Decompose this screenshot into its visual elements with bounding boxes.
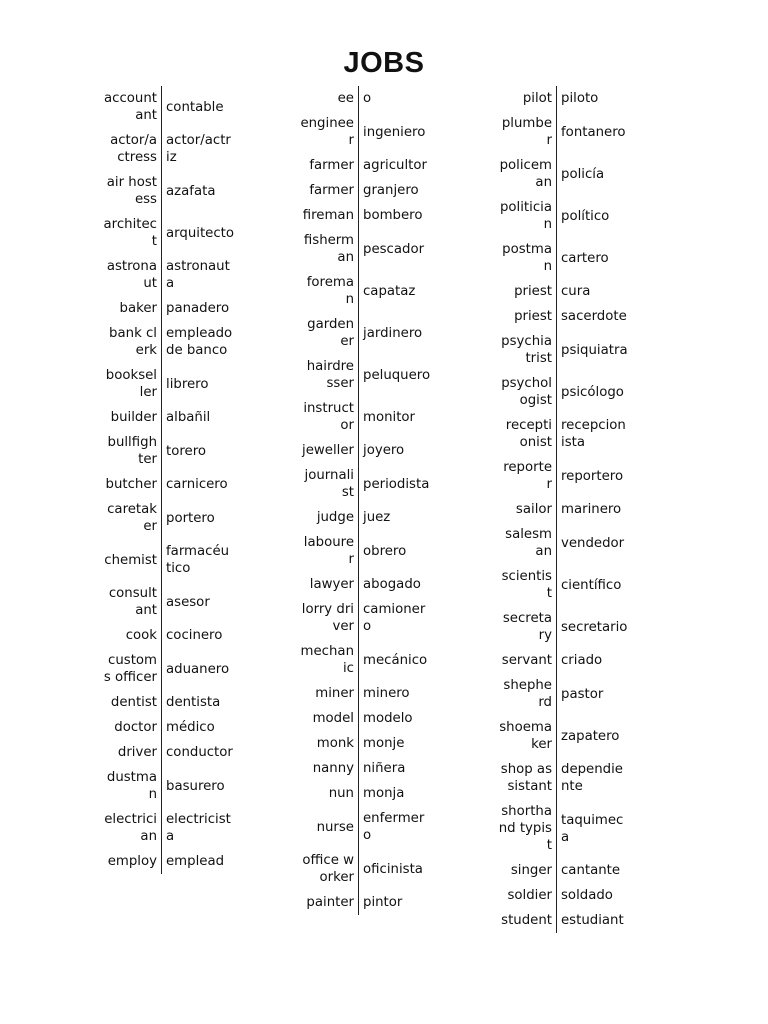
english-term: farmer bbox=[309, 158, 354, 173]
vocab-row bbox=[498, 799, 688, 858]
vocab-row bbox=[103, 212, 293, 254]
english-term: receptionist bbox=[505, 418, 552, 450]
vocab-row bbox=[103, 849, 293, 874]
spanish-term bbox=[556, 673, 629, 715]
vocab-row bbox=[498, 883, 688, 908]
vocab-row bbox=[300, 505, 490, 530]
english-term: salesman bbox=[505, 527, 552, 559]
spanish-term bbox=[358, 706, 431, 731]
spanish-term-text: taquimeca bbox=[561, 812, 624, 845]
spanish-term-text: oficinista bbox=[363, 861, 423, 877]
vocab-row bbox=[103, 430, 293, 472]
spanish-term bbox=[358, 890, 431, 915]
spanish-term-text: agricultor bbox=[363, 158, 427, 173]
english-term: servant bbox=[501, 653, 552, 668]
english-term: scientist bbox=[501, 569, 552, 601]
spanish-term-text: granjero bbox=[363, 183, 419, 198]
english-term: psychologist bbox=[501, 376, 552, 408]
english-term: postman bbox=[502, 242, 552, 274]
english-term: reporter bbox=[503, 460, 552, 492]
vocab-row bbox=[498, 237, 688, 279]
spanish-term-text: dentista bbox=[166, 695, 221, 710]
english-term: fireman bbox=[302, 208, 354, 223]
spanish-term-text: enfermero bbox=[363, 811, 425, 843]
spanish-term-text: modelo bbox=[363, 711, 413, 726]
vocab-row bbox=[498, 858, 688, 883]
spanish-term bbox=[556, 715, 629, 757]
spanish-term-text: cura bbox=[561, 284, 591, 299]
spanish-term bbox=[161, 581, 234, 623]
vocab-row bbox=[300, 639, 490, 681]
spanish-term-text: vendedor bbox=[561, 535, 625, 551]
spanish-term bbox=[358, 781, 431, 806]
spanish-term bbox=[358, 505, 431, 530]
spanish-term-text: criado bbox=[561, 653, 603, 668]
english-term: fisherman bbox=[303, 233, 354, 265]
vocab-row bbox=[300, 153, 490, 178]
english-term: nurse bbox=[316, 819, 354, 835]
spanish-term bbox=[161, 648, 234, 690]
spanish-term-text: político bbox=[561, 208, 610, 224]
spanish-term bbox=[556, 455, 629, 497]
spanish-term-text: panadero bbox=[166, 301, 230, 316]
spanish-term-text: albañil bbox=[166, 410, 211, 425]
english-term: employ bbox=[107, 854, 157, 869]
spanish-term-text: científico bbox=[561, 577, 622, 593]
vocab-row bbox=[498, 606, 688, 648]
english-term: shoemaker bbox=[499, 720, 552, 752]
english-term: actor/actress bbox=[110, 133, 157, 165]
vocab-row bbox=[498, 329, 688, 371]
spanish-term-text: juez bbox=[363, 510, 391, 525]
spanish-term bbox=[556, 371, 629, 413]
spanish-term bbox=[358, 354, 431, 396]
spanish-term bbox=[556, 858, 629, 883]
vocab-row bbox=[103, 497, 293, 539]
spanish-term bbox=[161, 849, 234, 874]
english-term: priest bbox=[514, 309, 552, 324]
spanish-term bbox=[556, 799, 629, 858]
spanish-term bbox=[161, 690, 234, 715]
spanish-term-text: bombero bbox=[363, 208, 423, 223]
english-term: consultant bbox=[108, 586, 157, 618]
vocab-row bbox=[300, 86, 490, 111]
english-term: cook bbox=[125, 628, 157, 643]
vocab-row bbox=[498, 86, 688, 111]
spanish-term-text: mecánico bbox=[363, 652, 428, 668]
spanish-term bbox=[161, 86, 234, 128]
spanish-term-text: empleado de banco bbox=[166, 326, 233, 358]
spanish-term-text: abogado bbox=[363, 577, 421, 592]
english-term: shepherd bbox=[503, 678, 552, 710]
spanish-term bbox=[556, 413, 629, 455]
vocab-row bbox=[103, 472, 293, 497]
vocab-row bbox=[103, 86, 293, 128]
english-term: instructor bbox=[303, 401, 354, 433]
vocab-row bbox=[498, 564, 688, 606]
english-term: singer bbox=[510, 863, 552, 878]
vocab-row bbox=[300, 781, 490, 806]
vocab-row bbox=[498, 757, 688, 799]
spanish-term bbox=[161, 296, 234, 321]
english-term: electrician bbox=[104, 812, 157, 844]
spanish-term bbox=[161, 740, 234, 765]
spanish-term-text: farmacéutico bbox=[166, 544, 230, 576]
vocab-row bbox=[300, 312, 490, 354]
spanish-term bbox=[161, 170, 234, 212]
english-term: shop assistant bbox=[500, 762, 552, 794]
spanish-term-text: pastor bbox=[561, 686, 604, 702]
english-term: baker bbox=[119, 301, 157, 316]
vocab-row bbox=[300, 572, 490, 597]
vocab-row bbox=[498, 111, 688, 153]
english-term: miner bbox=[315, 686, 354, 701]
english-term: dentist bbox=[110, 695, 157, 710]
english-term: butcher bbox=[105, 477, 157, 492]
spanish-term bbox=[161, 405, 234, 430]
english-term: politician bbox=[499, 200, 552, 232]
vocab-column-3 bbox=[498, 86, 688, 933]
spanish-term bbox=[556, 86, 629, 111]
spanish-term bbox=[358, 312, 431, 354]
vocab-row bbox=[498, 522, 688, 564]
spanish-term bbox=[556, 648, 629, 673]
vocab-row bbox=[300, 438, 490, 463]
spanish-term bbox=[358, 806, 431, 848]
spanish-term-text: sacerdote bbox=[561, 309, 627, 324]
vocab-row bbox=[498, 153, 688, 195]
spanish-term bbox=[161, 430, 234, 472]
spanish-term-text: capataz bbox=[363, 283, 416, 299]
spanish-term bbox=[161, 715, 234, 740]
vocab-row bbox=[300, 396, 490, 438]
spanish-term bbox=[556, 522, 629, 564]
english-term: bank clerk bbox=[109, 326, 157, 358]
spanish-term-text: monja bbox=[363, 786, 405, 801]
spanish-term bbox=[556, 883, 629, 908]
spanish-term-text: psiquiatra bbox=[561, 342, 628, 358]
vocab-row bbox=[103, 581, 293, 623]
spanish-term bbox=[358, 681, 431, 706]
english-term: mechanic bbox=[300, 644, 354, 676]
spanish-term-text: minero bbox=[363, 686, 410, 701]
vocab-row bbox=[300, 890, 490, 915]
spanish-term bbox=[161, 254, 234, 296]
spanish-term-text: niñera bbox=[363, 761, 406, 776]
vocab-row bbox=[103, 128, 293, 170]
vocab-row bbox=[300, 848, 490, 890]
spanish-term bbox=[358, 86, 431, 111]
spanish-term bbox=[358, 438, 431, 463]
english-term: lawyer bbox=[309, 577, 354, 592]
vocab-row bbox=[300, 597, 490, 639]
vocab-row bbox=[498, 413, 688, 455]
english-term: sailor bbox=[515, 502, 552, 517]
english-term: monk bbox=[316, 736, 354, 751]
english-term: painter bbox=[306, 895, 354, 910]
spanish-term-text: policía bbox=[561, 166, 605, 182]
spanish-term bbox=[556, 237, 629, 279]
vocab-row bbox=[498, 279, 688, 304]
spanish-term bbox=[556, 564, 629, 606]
english-term: model bbox=[312, 711, 354, 726]
english-term: jeweller bbox=[302, 443, 354, 458]
english-term: psychiatrist bbox=[501, 334, 552, 366]
spanish-term-text: psicólogo bbox=[561, 384, 624, 400]
vocab-row bbox=[300, 681, 490, 706]
spanish-term bbox=[358, 396, 431, 438]
english-term: judge bbox=[316, 510, 354, 525]
vocab-row bbox=[498, 648, 688, 673]
spanish-term bbox=[556, 111, 629, 153]
english-term: air hostess bbox=[106, 175, 157, 207]
english-term: journalist bbox=[304, 468, 354, 500]
spanish-term-text: librero bbox=[166, 376, 209, 392]
spanish-term bbox=[556, 606, 629, 648]
vocab-row bbox=[300, 463, 490, 505]
spanish-term-text: monitor bbox=[363, 409, 416, 425]
vocab-row bbox=[300, 178, 490, 203]
spanish-term bbox=[556, 329, 629, 371]
spanish-term bbox=[556, 279, 629, 304]
vocab-row bbox=[103, 363, 293, 405]
vocab-row bbox=[498, 195, 688, 237]
vocab-row bbox=[498, 304, 688, 329]
english-term: driver bbox=[117, 745, 157, 760]
vocab-row bbox=[103, 765, 293, 807]
english-term: architect bbox=[103, 217, 157, 249]
english-term: soldier bbox=[507, 888, 552, 903]
english-term: bookseller bbox=[105, 368, 157, 400]
spanish-term-text: periodista bbox=[363, 476, 430, 492]
spanish-term-text: estudiant bbox=[561, 913, 624, 928]
spanish-term-text: ingeniero bbox=[363, 124, 426, 140]
spanish-term bbox=[161, 623, 234, 648]
spanish-term bbox=[161, 539, 234, 581]
spanish-term bbox=[556, 757, 629, 799]
spanish-term-text: soldado bbox=[561, 888, 613, 903]
spanish-term-text: fontanero bbox=[561, 124, 626, 140]
spanish-term-text: cantante bbox=[561, 863, 621, 878]
spanish-term-text: conductor bbox=[166, 745, 233, 760]
vocab-row bbox=[103, 254, 293, 296]
vocab-row bbox=[498, 715, 688, 757]
spanish-term-text: zapatero bbox=[561, 728, 620, 744]
spanish-term-text: obrero bbox=[363, 543, 407, 559]
spanish-term-text: joyero bbox=[363, 443, 405, 458]
spanish-term-text: marinero bbox=[561, 502, 622, 517]
vocab-row bbox=[300, 530, 490, 572]
vocab-row bbox=[300, 731, 490, 756]
spanish-term bbox=[358, 111, 431, 153]
spanish-term-text: astronauta bbox=[166, 259, 230, 291]
spanish-term bbox=[358, 756, 431, 781]
vocab-row bbox=[498, 371, 688, 413]
spanish-term bbox=[161, 472, 234, 497]
spanish-term bbox=[358, 848, 431, 890]
vocab-row bbox=[103, 740, 293, 765]
spanish-term bbox=[161, 321, 234, 363]
spanish-term-text: arquitecto bbox=[166, 225, 234, 241]
spanish-term bbox=[556, 908, 629, 933]
vocab-row bbox=[300, 354, 490, 396]
spanish-term-text: monje bbox=[363, 736, 405, 751]
english-term: accountant bbox=[104, 91, 157, 123]
vocab-row bbox=[498, 673, 688, 715]
spanish-term-text: electricista bbox=[166, 812, 231, 844]
english-term: lorry driver bbox=[301, 602, 354, 634]
spanish-term-text: camionero bbox=[363, 602, 426, 634]
vocab-row bbox=[103, 690, 293, 715]
vocab-row bbox=[103, 539, 293, 581]
english-term: gardener bbox=[307, 317, 354, 349]
spanish-term-text: peluquero bbox=[363, 367, 431, 383]
spanish-term bbox=[161, 497, 234, 539]
spanish-term-text: carnicero bbox=[166, 477, 228, 492]
spanish-term-text: piloto bbox=[561, 91, 599, 106]
english-term: chemist bbox=[104, 552, 157, 568]
english-term: shorthand typist bbox=[498, 804, 552, 853]
english-term: engineer bbox=[300, 116, 354, 148]
spanish-term bbox=[358, 153, 431, 178]
vocab-column-2 bbox=[300, 86, 490, 915]
spanish-term bbox=[161, 212, 234, 254]
vocab-row bbox=[498, 908, 688, 933]
vocab-row bbox=[103, 623, 293, 648]
english-term: farmer bbox=[309, 183, 354, 198]
vocab-row bbox=[103, 405, 293, 430]
spanish-term-text: aduanero bbox=[166, 661, 230, 677]
vocab-row bbox=[300, 228, 490, 270]
english-term: foreman bbox=[306, 275, 354, 307]
spanish-term bbox=[358, 178, 431, 203]
english-term: hairdresser bbox=[306, 359, 354, 391]
english-term: bullfighter bbox=[107, 435, 157, 467]
spanish-term-text: actor/actriz bbox=[166, 133, 231, 165]
english-term: priest bbox=[514, 284, 552, 299]
spanish-term bbox=[161, 128, 234, 170]
english-term: doctor bbox=[114, 720, 157, 735]
spanish-term-text: cartero bbox=[561, 250, 609, 266]
spanish-term-text: médico bbox=[166, 720, 215, 735]
english-term: labourer bbox=[303, 535, 354, 567]
spanish-term bbox=[556, 153, 629, 195]
spanish-term bbox=[161, 807, 234, 849]
spanish-term-text: basurero bbox=[166, 778, 225, 794]
spanish-term bbox=[161, 765, 234, 807]
vocab-row bbox=[300, 111, 490, 153]
vocab-row bbox=[498, 455, 688, 497]
vocab-row bbox=[103, 807, 293, 849]
spanish-term-text: reportero bbox=[561, 468, 624, 484]
vocab-row bbox=[300, 706, 490, 731]
english-term: ee bbox=[337, 91, 354, 106]
spanish-term-text: emplead bbox=[166, 854, 225, 869]
spanish-term-text: secretario bbox=[561, 619, 628, 635]
spanish-term-text: torero bbox=[166, 443, 207, 459]
english-term: pilot bbox=[522, 91, 552, 106]
english-term: student bbox=[501, 913, 552, 928]
spanish-term bbox=[358, 597, 431, 639]
spanish-term-text: pintor bbox=[363, 895, 403, 910]
spanish-term bbox=[161, 363, 234, 405]
english-term: dustman bbox=[106, 770, 157, 802]
page-title: JOBS bbox=[343, 47, 425, 79]
spanish-term-text: portero bbox=[166, 510, 215, 526]
spanish-term-text: o bbox=[363, 91, 372, 106]
spanish-term bbox=[358, 203, 431, 228]
english-term: builder bbox=[110, 410, 157, 425]
spanish-term bbox=[358, 463, 431, 505]
spanish-term-text: cocinero bbox=[166, 628, 223, 643]
vocab-row bbox=[103, 296, 293, 321]
spanish-term bbox=[556, 195, 629, 237]
vocab-row bbox=[103, 321, 293, 363]
english-term: secretary bbox=[502, 611, 552, 643]
english-term: plumber bbox=[501, 116, 552, 148]
spanish-term-text: azafata bbox=[166, 183, 216, 199]
vocab-column-1 bbox=[103, 86, 293, 874]
english-term: caretaker bbox=[107, 502, 157, 534]
spanish-term bbox=[358, 572, 431, 597]
spanish-term bbox=[358, 639, 431, 681]
spanish-term-text: recepcionista bbox=[561, 418, 626, 450]
english-term: policeman bbox=[499, 158, 552, 190]
spanish-term bbox=[556, 304, 629, 329]
spanish-term-text: dependiente bbox=[561, 762, 623, 794]
spanish-term bbox=[358, 270, 431, 312]
spanish-term bbox=[358, 530, 431, 572]
spanish-term-text: contable bbox=[166, 99, 224, 115]
english-term: nanny bbox=[312, 761, 354, 776]
vocab-row bbox=[300, 756, 490, 781]
vocab-row bbox=[300, 270, 490, 312]
english-term: office worker bbox=[302, 853, 354, 885]
vocab-row bbox=[103, 648, 293, 690]
vocab-row bbox=[300, 806, 490, 848]
vocab-row bbox=[300, 203, 490, 228]
vocab-row bbox=[498, 497, 688, 522]
english-term: customs officer bbox=[103, 653, 157, 685]
english-term: nun bbox=[328, 786, 354, 801]
spanish-term-text: jardinero bbox=[363, 325, 423, 341]
spanish-term bbox=[556, 497, 629, 522]
vocab-row bbox=[103, 170, 293, 212]
spanish-term bbox=[358, 228, 431, 270]
spanish-term-text: asesor bbox=[166, 594, 210, 610]
vocab-row bbox=[103, 715, 293, 740]
english-term: astronaut bbox=[106, 259, 157, 291]
spanish-term bbox=[358, 731, 431, 756]
spanish-term-text: pescador bbox=[363, 241, 425, 257]
